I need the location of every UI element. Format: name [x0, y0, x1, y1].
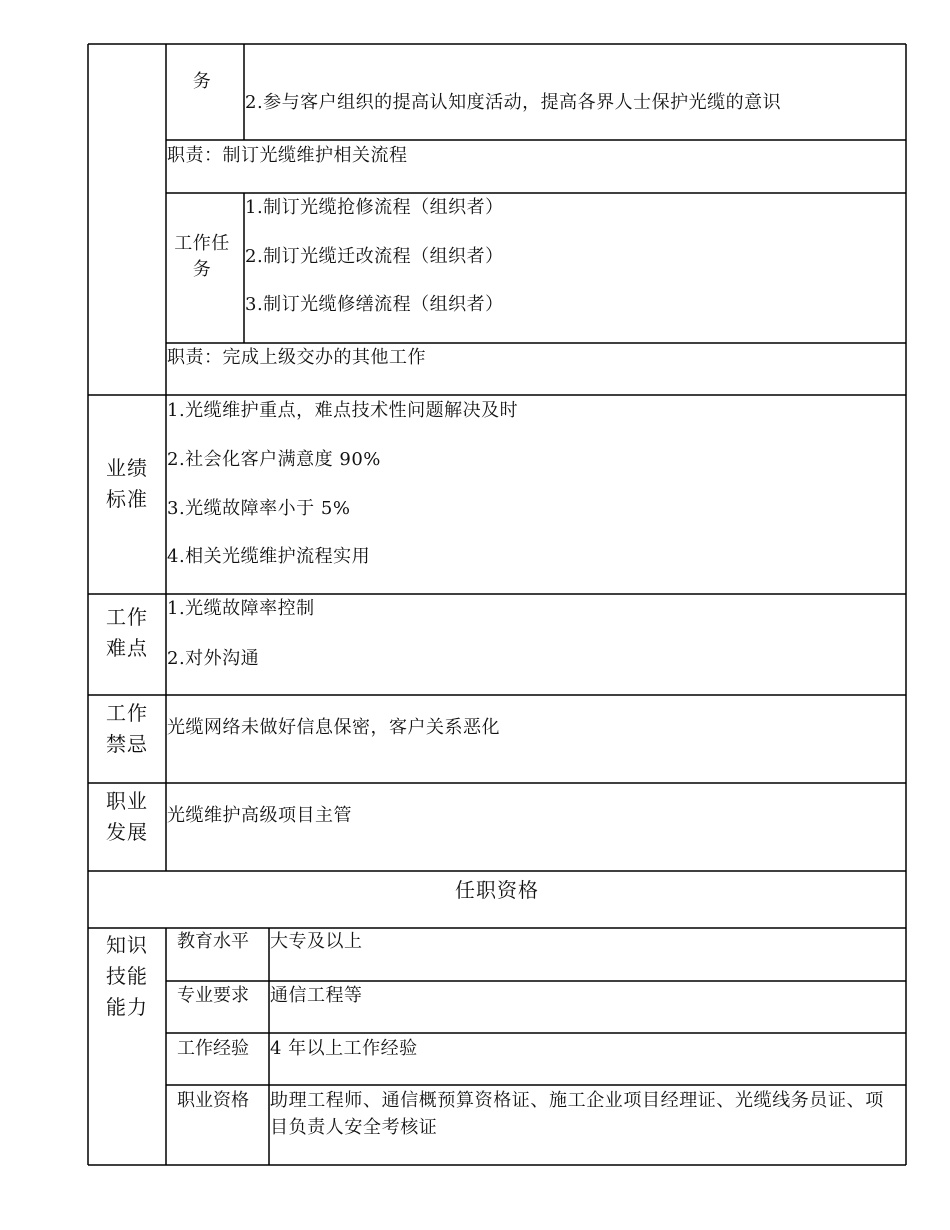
duty-title: 职责：完成上级交办的其他工作 [167, 347, 426, 368]
career-text: 光缆维护高级项目主管 [167, 805, 352, 826]
task-item: 3.制订光缆修缮流程（组织者） [245, 294, 504, 315]
qualification-value: 助理工程师、通信概预算资格证、施工企业项目经理证、光缆线务员证、项目负责人安全考核证 [270, 1090, 884, 1138]
difficulty-item: 2.对外沟通 [167, 648, 260, 669]
performance-item: 2.社会化客户满意度 90% [167, 449, 381, 470]
qualification-value: 通信工程等 [270, 985, 363, 1006]
qualifications-heading: 任职资格 [455, 878, 539, 902]
difficulty-item: 1.光缆故障率控制 [167, 598, 315, 619]
qualification-name: 专业要求 [177, 985, 249, 1006]
task-label-continued: 务 [192, 71, 212, 92]
performance-label: 业绩标准 [106, 456, 148, 511]
task-item: 1.制订光缆抢修流程（组织者） [245, 197, 504, 218]
qualification-value: 大专及以上 [270, 931, 363, 952]
performance-item: 1.光缆维护重点，难点技术性问题解决及时 [167, 400, 519, 421]
taboos-text: 光缆网络未做好信息保密，客户关系恶化 [167, 717, 500, 738]
performance-item: 4.相关光缆维护流程实用 [167, 546, 371, 567]
taboos-label: 工作禁忌 [106, 701, 148, 756]
career-label: 职业发展 [106, 789, 148, 844]
qualification-name: 教育水平 [177, 931, 249, 952]
qualifications-label: 知识技能能力 [106, 933, 148, 1019]
task-item: 2.参与客户组织的提高认知度活动，提高各界人士保护光缆的意识 [245, 92, 782, 113]
qualification-value: 4 年以上工作经验 [270, 1038, 418, 1059]
duty-title: 职责：制订光缆维护相关流程 [167, 145, 408, 166]
task-label: 工作任务 [174, 233, 230, 280]
qualification-name: 工作经验 [177, 1038, 249, 1059]
task-item: 2.制订光缆迁改流程（组织者） [245, 246, 504, 267]
performance-item: 3.光缆故障率小于 5% [167, 498, 351, 519]
difficulties-label: 工作难点 [106, 605, 148, 660]
qualification-name: 职业资格 [177, 1090, 249, 1111]
